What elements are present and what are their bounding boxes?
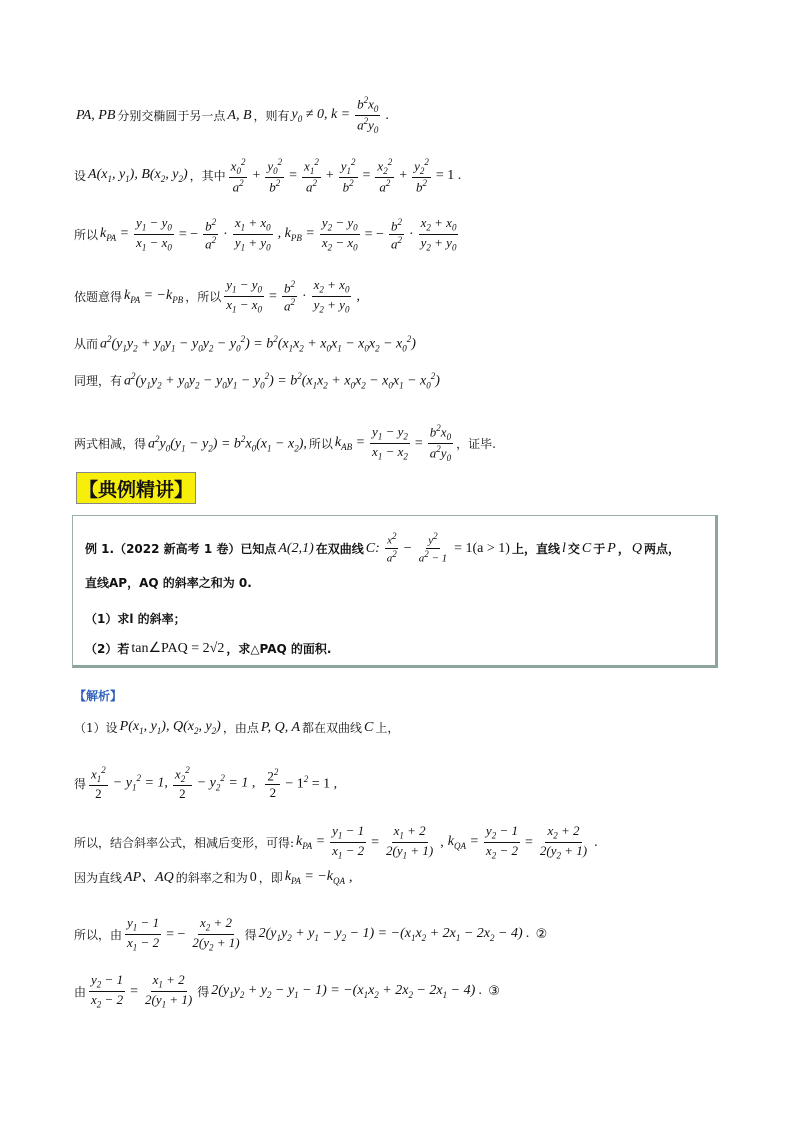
example-box: [72, 515, 718, 668]
proof-line-5: 从而 $a^2(y_1y_2 + y_0y_1 - y_0y_2 - y_0^2) = b^2(x_1x_2 + x_0x_1 - x_0x_2 - x_0^2)$: [74, 334, 416, 354]
solution-line-1: （1）设 $P(x_1$, $y_1$), $Q(x_2$, $y_2$) ，由点 P, Q, A 都在双曲线 C 上，: [74, 719, 400, 736]
solution-label: 【解析】: [74, 689, 123, 703]
equation-marker-3: ③: [488, 984, 500, 1000]
proof-line-7: 两式相减，得 $a^2y_0(y_1 - y_2) = b^2x_0(x_1 - x_2)$, 所以 $k_{AB}$ = $\frac{y_1 - y_2}{x_1 - x_2}$ = $\frac{b^2x_0}{a^2y_0}$ ，证毕.: [74, 423, 496, 464]
question-2: （2）若 tan∠PAQ = 2√2 ，求△PAQ 的面积.: [85, 641, 332, 656]
solution-line-6: 由 $\frac{y_2 - 1}{x_2 - 2}$ = $\frac{x_1 + 2}{2(y_1 + 1)}$ 得 $2(y_1y_2 + y_2 - y_1 - 1) = -(x_1x_2 + 2x_2 - 2x_1 - 4)$ . ③: [74, 972, 500, 1010]
solution-line-2: 得 $\frac{x_1^2}{2}$ − $y_1^2 = 1$, $\frac{x_2^2}{2}$ − $y_2^2 = 1$ , $\frac{2^2}{2}$ − $1^2 = 1$ ,: [74, 765, 338, 802]
section-title: 【典例精讲】: [76, 472, 196, 504]
equation-marker-2: ②: [535, 927, 548, 943]
proof-line-6: 同理，有 $a^2(y_1y_2 + y_0y_2 - y_0y_1 - y_0^2) = b^2(x_1x_2 + x_0x_2 - x_0x_1 - x_0^2)$: [74, 371, 440, 391]
proof-text: 分别交椭圆于另一点: [117, 108, 226, 123]
solution-line-5: 所以，由 $\frac{y_1 - 1}{x_1 - 2}$ = − $\frac{x_2 + 2}{2(y_2 + 1)}$ 得 $2(y_1y_2 + y_1 - y_2 - 1) = -(x_1x_2 + 2x_1 - 2x_2 - 4)$ . ②: [74, 915, 548, 953]
solution-line-3: 所以，结合斜率公式，相减后变形，可得: $k_{PA}$ = $\frac{y_1 - 1}{x_1 - 2}$ = $\frac{x_1 + 2}{2(y_1 + 1)}$ , $k_{QA}$ = $\frac{y_2 - 1}{x_2 - 2}$ = $\frac{x_2 + 2}{2(y_2 + 1)}$ .: [74, 823, 598, 861]
proof-line-2: 设 $A(x_1$, $y_1$), $B(x_2$, $y_2$) ，其中 $\frac{x_0^2}{a^2}$ + $\frac{y_0^2}{b^2}$ = $\frac{x_1^2}{a^2}$ + $\frac{y_1^2}{b^2}$ = $\frac{x_2^2}{a^2}$ + $\frac{y_2^2}{b^2}$ = 1 .: [74, 157, 462, 195]
proof-line-4: 依题意得 $k_{PA} = -k_{PB}$ ，所以 $\frac{y_1 - y_0}{x_1 - x_0}$ = $\frac{b^2}{a^2}$ · $\frac{x_2 + x_0}{y_2 + y_0}$ ,: [74, 277, 360, 315]
example-line-1: 例 1.（2022 新高考 1 卷）已知点 A(2,1) 在双曲线 C: $\frac{x^2}{a^2}$ − $\frac{y^2}{a^2 - 1}$ = 1(a > 1) 上，直线 l 交 C 于 P ， Q 两点，: [85, 531, 680, 565]
proof-line-1: PA, PB 分别交椭圆于另一点 A, B ，则有 $y_0 \ne 0$, k = $\frac{b^2x_0}{a^2y_0}$ .: [76, 95, 389, 136]
example-line-2: 直线AP，AQ 的斜率之和为 0.: [85, 576, 252, 590]
solution-line-4: 因为直线 AP、AQ 的斜率之和为 0 ，即 $k_{PA} = -k_{QA}$ ,: [74, 869, 353, 886]
proof-line-3: 所以 $k_{PA}$ = $\frac{y_1 - y_0}{x_1 - x_0}$ = − $\frac{b^2}{a^2}$ · $\frac{x_1 + x_0}{y_1 + y_0}$ , $k_{PB}$ = $\frac{y_2 - y_0}{x_2 - x_0}$ = − $\frac{b^2}{a^2}$ · $\frac{x_2 + x_0}{y_2 + y_0}$: [74, 215, 457, 253]
question-1: （1）求l 的斜率；: [85, 612, 186, 626]
